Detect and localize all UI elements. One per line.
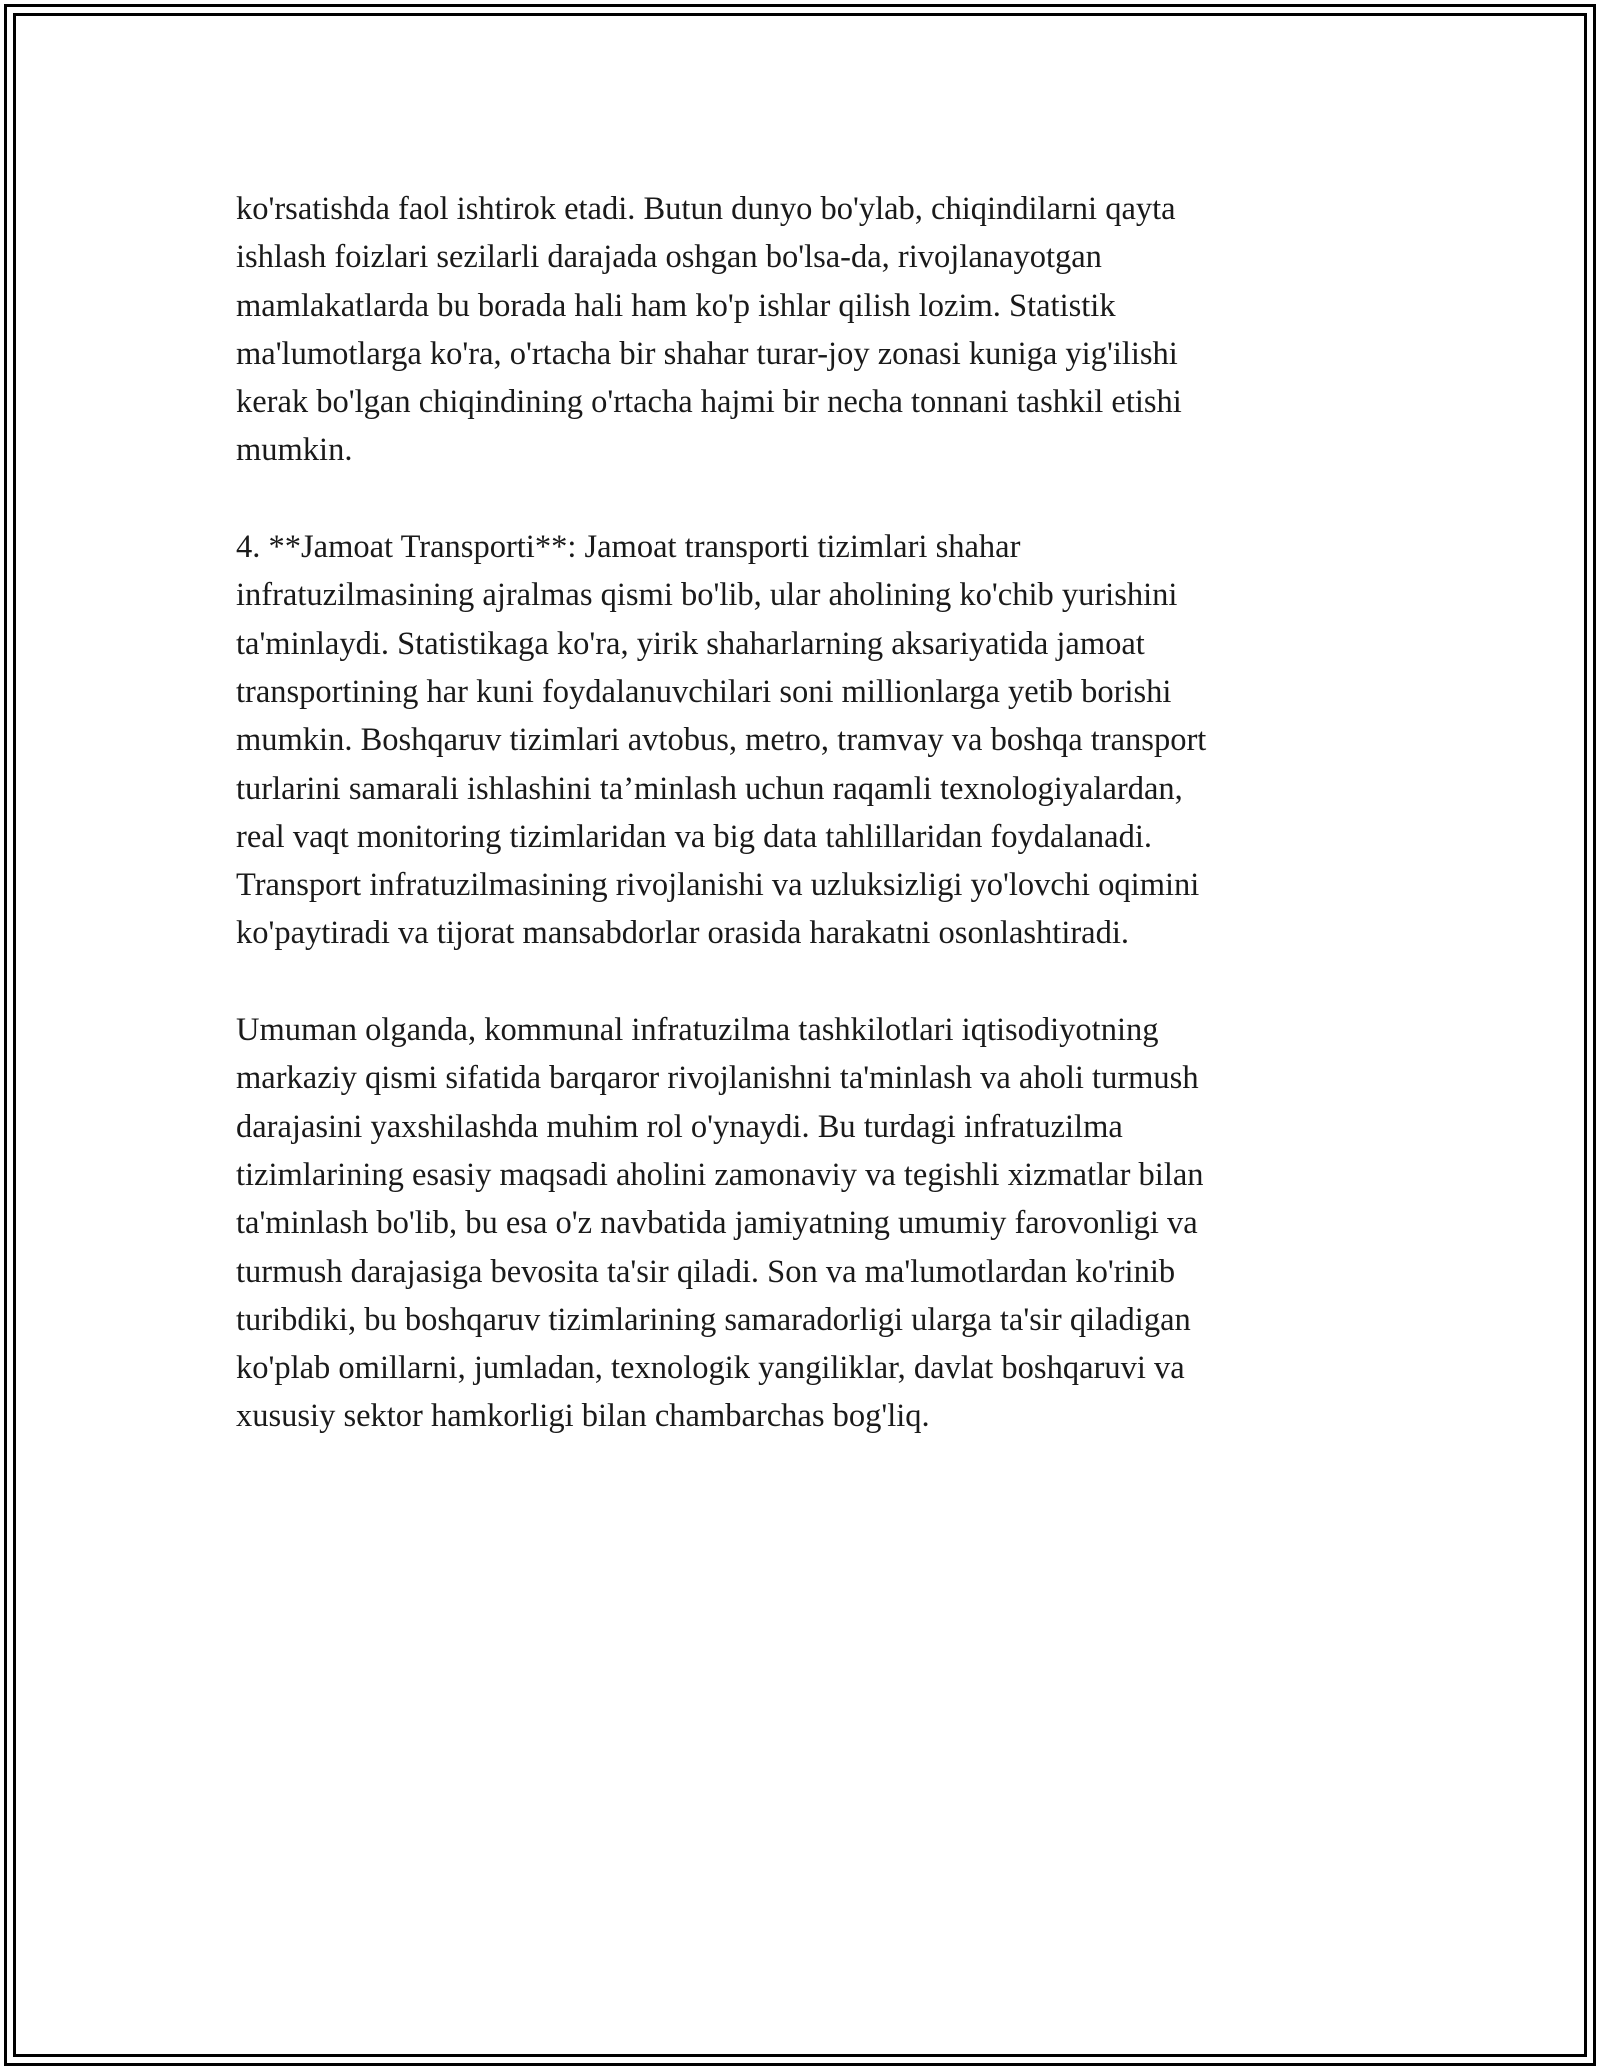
paragraph-public-transport bbox=[236, 523, 1366, 958]
text-line: turlarini samarali ishlashini ta’minlash uchun raqamli texnologiyalardan, bbox=[236, 770, 1183, 807]
text-line: ko'plab omillarni, jumladan, texnologik yangiliklar, davlat boshqaruvi va bbox=[236, 1350, 1185, 1387]
paragraph-waste-recycling bbox=[236, 185, 1366, 475]
text-line: kerak bo'lgan chiqindining o'rtacha hajmi bir necha tonnani tashkil etishi bbox=[236, 384, 1182, 421]
text-line: mumkin. Boshqaruv tizimlari avtobus, metro, tramvay va boshqa transport bbox=[236, 722, 1207, 759]
text-line: ishlash foizlari sezilarli darajada oshgan bo'lsa-da, rivojlanayotgan bbox=[236, 239, 1102, 276]
text-line: Transport infratuzilmasining rivojlanishi va uzluksizligi yo'lovchi oqimini bbox=[236, 867, 1200, 904]
text-line: ma'lumotlarga ko'ra, o'rtacha bir shahar turar-joy zonasi kuniga yig'ilishi bbox=[236, 335, 1178, 372]
text-line: turibdiki, bu boshqaruv tizimlarining samaradorligi ularga ta'sir qiladigan bbox=[236, 1301, 1191, 1338]
text-line: turmush darajasiga bevosita ta'sir qiladi. Son va ma'lumotlardan ko'rinib bbox=[236, 1253, 1176, 1290]
text-line: transportining har kuni foydalanuvchilari soni millionlarga yetib borishi bbox=[236, 673, 1172, 710]
text-line: Umuman olganda, kommunal infratuzilma tashkilotlari iqtisodiyotning bbox=[236, 1012, 1159, 1049]
paragraph-conclusion bbox=[236, 1006, 1366, 1441]
text-line: real vaqt monitoring tizimlaridan va big data tahlillaridan foydalanadi. bbox=[236, 818, 1153, 855]
text-line: 4. **Jamoat Transporti**: Jamoat transporti tizimlari shahar bbox=[236, 529, 1021, 566]
text-line: mumkin. bbox=[236, 432, 353, 469]
text-line: xususiy sektor hamkorligi bilan chambarchas bog'liq. bbox=[236, 1398, 930, 1435]
text-line: tizimlarining esasiy maqsadi aholini zamonaviy va tegishli xizmatlar bilan bbox=[236, 1156, 1204, 1193]
text-line: ta'minlaydi. Statistikaga ko'ra, yirik shaharlarning aksariyatida jamoat bbox=[236, 625, 1145, 662]
text-line: infratuzilmasining ajralmas qismi bo'lib, ular aholining ko'chib yurishini bbox=[236, 577, 1178, 614]
text-line: darajasini yaxshilashda muhim rol o'ynaydi. Bu turdagi infratuzilma bbox=[236, 1108, 1123, 1145]
text-line: markaziy qismi sifatida barqaror rivojlanishni ta'minlash va aholi turmush bbox=[236, 1060, 1199, 1097]
text-line: ko'paytiradi va tijorat mansabdorlar orasida harakatni osonlashtiradi. bbox=[236, 915, 1130, 952]
text-line: ko'rsatishda faol ishtirok etadi. Butun dunyo bo'ylab, chiqindilarni qayta bbox=[236, 191, 1176, 227]
text-line: mamlakatlarda bu borada hali ham ko'p ishlar qilish lozim. Statistik bbox=[236, 287, 1116, 324]
document-body bbox=[236, 185, 1366, 1489]
text-line: ta'minlash bo'lib, bu esa o'z navbatida jamiyatning umumiy farovonligi va bbox=[236, 1205, 1198, 1242]
